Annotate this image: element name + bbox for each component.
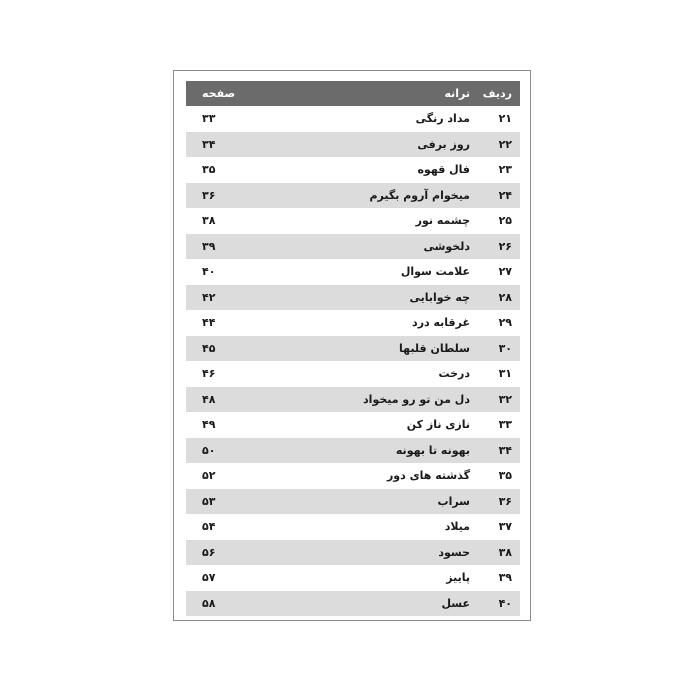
- row-number: ۲۷: [498, 265, 512, 279]
- row-number: ۲۵: [498, 214, 512, 228]
- table-row: [186, 259, 520, 285]
- row-number: ۳۴: [498, 443, 512, 457]
- page-number: ۳۶: [202, 188, 216, 202]
- page-number: ۴۶: [202, 367, 216, 381]
- table-row: [186, 336, 520, 362]
- song-title: میخوام آروم بگیرم: [369, 188, 470, 202]
- table-row: [186, 565, 520, 591]
- page-number: ۴۴: [202, 316, 216, 330]
- row-number: ۳۳: [498, 418, 512, 432]
- song-title: دل من تو رو میخواد: [363, 392, 470, 406]
- row-number: ۳۹: [498, 571, 512, 585]
- page-number: ۵۴: [202, 520, 216, 534]
- row-number: ۳۲: [498, 392, 512, 406]
- row-number: ۲۹: [498, 316, 512, 330]
- page-number: ۴۲: [202, 290, 216, 304]
- page-number: ۳۳: [202, 112, 216, 126]
- page-number: ۵۷: [202, 571, 216, 585]
- song-title: بهونه تا بهونه: [395, 443, 470, 457]
- table-row: [186, 489, 520, 515]
- table-row: [186, 285, 520, 311]
- table-row: [186, 310, 520, 336]
- table-row: [186, 591, 520, 617]
- row-number: ۲۴: [498, 188, 512, 202]
- table-row: [186, 387, 520, 413]
- row-number: ۳۸: [498, 545, 512, 559]
- page-number: ۵۲: [202, 469, 216, 483]
- table-row: [186, 438, 520, 464]
- page-number: ۳۸: [202, 214, 216, 228]
- table-row: [186, 234, 520, 260]
- page-number: ۵۰: [202, 443, 216, 457]
- song-title: عسل: [441, 596, 470, 610]
- song-title: غرقابه درد: [412, 316, 470, 330]
- song-title: درخت: [438, 367, 470, 381]
- table-row: [186, 540, 520, 566]
- song-title: سلطان قلبها: [399, 341, 470, 355]
- song-title: چه خوابایی: [409, 290, 470, 304]
- table-row: [186, 463, 520, 489]
- table-of-contents: [186, 81, 520, 616]
- song-title: پاییز: [446, 571, 470, 585]
- row-number: ۳۷: [498, 520, 512, 534]
- song-title: دلخوشی: [423, 239, 470, 253]
- page-number: ۴۵: [202, 341, 216, 355]
- page-number: ۴۸: [202, 392, 216, 406]
- row-number: ۳۰: [498, 341, 512, 355]
- song-title: روز برفی: [417, 137, 470, 151]
- header-page-number: صفحه: [202, 87, 236, 100]
- page-number: ۴۹: [202, 418, 216, 432]
- row-number: ۲۳: [498, 163, 512, 177]
- table-row: [186, 361, 520, 387]
- row-number: ۳۶: [498, 494, 512, 508]
- page-number: ۳۹: [202, 239, 216, 253]
- row-number: ۲۱: [498, 112, 512, 126]
- row-number: ۴۰: [498, 596, 512, 610]
- row-number: ۲۶: [498, 239, 512, 253]
- row-number: ۳۵: [498, 469, 512, 483]
- page-number: ۵۶: [202, 545, 216, 559]
- table-row: [186, 183, 520, 209]
- song-title: سراب: [437, 494, 470, 508]
- song-title: گذشته های دور: [386, 469, 470, 483]
- page-number: ۳۵: [202, 163, 216, 177]
- row-number: ۲۲: [498, 137, 512, 151]
- song-title: علامت سوال: [400, 265, 470, 279]
- table-header: [186, 81, 520, 106]
- book-page: [173, 70, 531, 621]
- table-row: [186, 208, 520, 234]
- table-row: [186, 157, 520, 183]
- page-number: ۵۸: [202, 596, 216, 610]
- song-title: مداد رنگی: [415, 112, 470, 126]
- table-row: [186, 412, 520, 438]
- table-row: [186, 132, 520, 158]
- page-number: ۵۳: [202, 494, 216, 508]
- page-number: ۴۰: [202, 265, 216, 279]
- table-row: [186, 514, 520, 540]
- page-number: ۳۴: [202, 137, 216, 151]
- song-title: حسود: [438, 545, 470, 559]
- header-row-number: ردیف: [482, 87, 512, 100]
- header-song-title: ترانه: [444, 87, 470, 100]
- song-title: نازی ناز کن: [406, 418, 470, 432]
- song-title: فال قهوه: [417, 163, 470, 177]
- song-title: میلاد: [444, 520, 470, 534]
- row-number: ۳۱: [498, 367, 512, 381]
- song-title: چشمه نور: [415, 214, 470, 228]
- row-number: ۲۸: [498, 290, 512, 304]
- table-row: [186, 106, 520, 132]
